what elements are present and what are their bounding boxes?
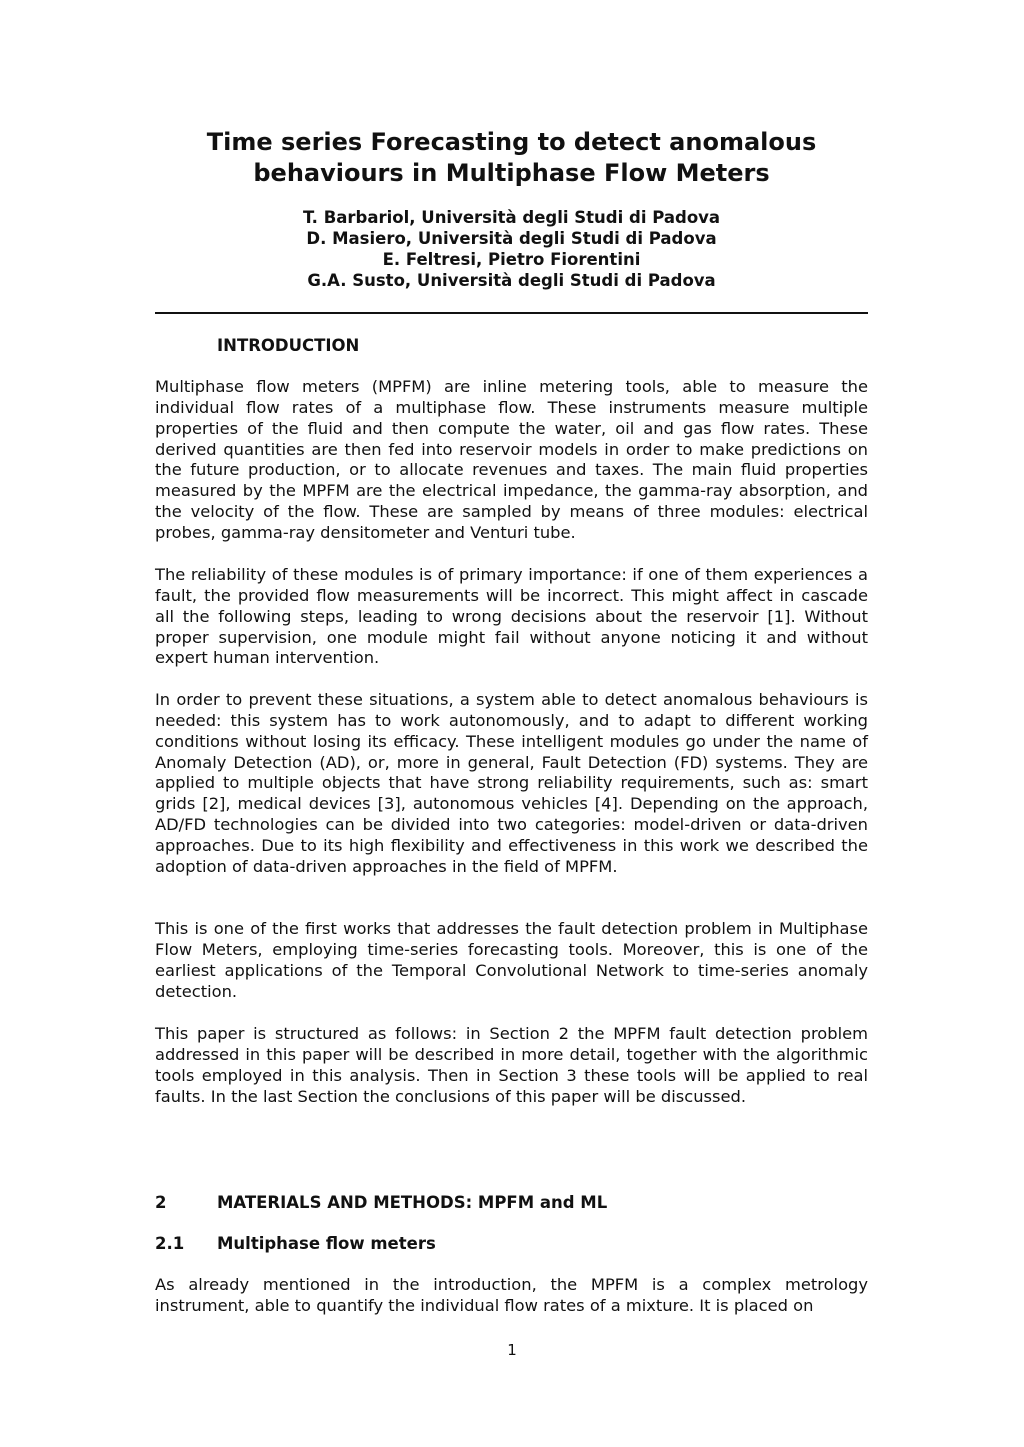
section-2-1-number: 2.1: [155, 1234, 185, 1253]
paper-title: [155, 127, 868, 189]
intro-paragraph-4: This is one of the first works that addresses the fault detection problem in Multiphase Flow Meters, employing time-series forecasting tools. Moreover, this is one of the earliest applications of the Temporal Convolutional Network to time-series anomaly detection.: [155, 919, 868, 1001]
section-2-1-paragraph: As already mentioned in the introduction, the MPFM is a complex metrology instrument, able to quantify the individual flow rates of a mixture. It is placed on: [155, 1275, 868, 1315]
author-line: D. Masiero, Università degli Studi di Padova: [306, 229, 717, 248]
author-line: T. Barbariol, Università degli Studi di Padova: [302, 208, 721, 227]
section-2-title: MATERIALS AND METHODS: MPFM and ML: [217, 1193, 608, 1212]
author-line: G.A. Susto, Università degli Studi di Padova: [307, 271, 716, 290]
title-line-1: Time series Forecasting to detect anomalous: [206, 128, 817, 156]
section-2-1-title: Multiphase flow meters: [217, 1234, 436, 1253]
intro-paragraph-2: The reliability of these modules is of primary importance: if one of them experiences a fault, the provided flow measurements will be incorrect. This might affect in cascade all the following steps, leading to wrong decisions about the reservoir [1]. Without proper supervision, one module might fail without anyone noticing it and without expert human intervention.: [155, 565, 868, 668]
introduction-heading: INTRODUCTION: [217, 336, 360, 355]
page-number: 1: [507, 1341, 517, 1359]
intro-paragraph-5: This paper is structured as follows: in Section 2 the MPFM fault detection problem addressed in this paper will be described in more detail, together with the algorithmic tools employed in this analysis. Then in Section 3 these tools will be applied to real faults. In the last Section the conclusions of this paper will be discussed.: [155, 1024, 868, 1106]
title-divider: [155, 312, 868, 314]
author-line: E. Feltresi, Pietro Fiorentini: [382, 250, 641, 269]
title-line-2: behaviours in Multiphase Flow Meters: [253, 159, 770, 187]
intro-paragraph-1: Multiphase flow meters (MPFM) are inline metering tools, able to measure the individual flow rates of a multiphase flow. These instruments measure multiple properties of the fluid and then compute the water, oil and gas flow rates. These derived quantities are then fed into reservoir models in order to make predictions on the future production, or to allocate revenues and taxes. The main fluid properties measured by the MPFM are the electrical impedance, the gamma-ray absorption, and the velocity of the flow. These are sampled by means of three modules: electrical probes, gamma-ray densitometer and Venturi tube.: [155, 377, 868, 542]
section-2-number: 2: [155, 1193, 167, 1212]
author-list: [155, 207, 868, 291]
intro-paragraph-3: In order to prevent these situations, a system able to detect anomalous behaviours is needed: this system has to work autonomously, and to adapt to different working conditions without losing its efficacy. These intelligent modules go under the name of Anomaly Detection (AD), or, more in general, Fault Detection (FD) systems. They are applied to multiple objects that have strong reliability requirements, such as: smart grids [2], medical devices [3], autonomous vehicles [4]. Depending on the approach, AD/FD technologies can be divided into two categories: model-driven or data-driven approaches. Due to its high flexibility and effectiveness in this work we described the adoption of data-driven approaches in the field of MPFM.: [155, 690, 868, 876]
